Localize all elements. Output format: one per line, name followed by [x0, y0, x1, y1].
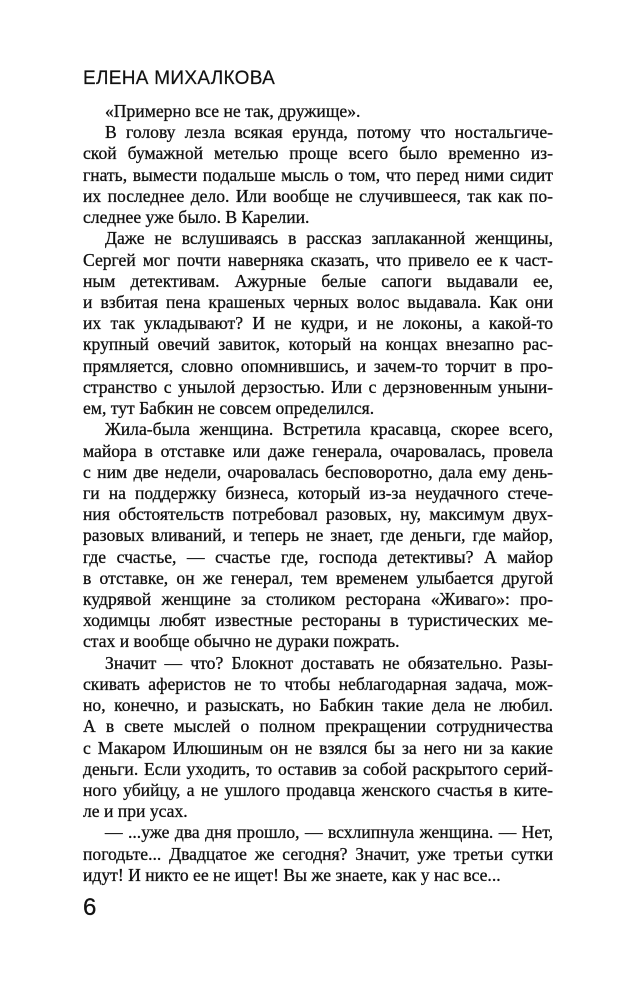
paragraph: [83, 653, 553, 823]
text-line: но, конечно, и разыскать, но Бабкин такие дела не любил.: [83, 695, 553, 716]
text-line: — ...уже два дня прошло, — всхлипнула женщина. — Нет,: [105, 822, 553, 843]
paragraph: [83, 419, 553, 652]
text-line: ходимцы любят известные рестораны в туристических ме-: [83, 610, 553, 631]
text-line: ской бумажной метелью проще всего было временно из-: [83, 143, 553, 164]
paragraph: [83, 101, 553, 122]
text-line: в отставке, он же генерал, тем временем улыбается другой: [83, 567, 553, 588]
paragraph: [83, 822, 553, 886]
text-line: ным детективам. Ажурные белые сапоги выдавали ее,: [83, 270, 553, 291]
running-header: ЕЛЕНА МИХАЛКОВА: [83, 68, 276, 89]
text-line: скивать аферистов не то чтобы неблагодарная задача, мож-: [83, 673, 553, 694]
text-line: ги на поддержку бизнеса, который из-за неудачного стече-: [83, 482, 553, 503]
text-line: разовых вливаний, и теперь не знает, где деньги, где майор,: [83, 525, 553, 546]
text-line: с ним две недели, очаровалась бесповоротно, дала ему день-: [83, 461, 553, 482]
paragraph: [83, 228, 553, 419]
text-line: деньги. Если уходить, то оставив за собой раскрытого серий-: [83, 758, 553, 779]
text-line: ного убийцу, а не ушлого продавца женского счастья в ките-: [83, 780, 553, 800]
text-line: их так укладывают? И не кудри, и не локоны, а какой-то: [83, 313, 553, 334]
text-line: ле и при усах.: [83, 801, 188, 822]
text-line: Сергей мог почти наверняка сказать, что привело ее к част-: [83, 249, 553, 270]
text-line: гнать, вымести подальше мысль о том, что перед ними сидит: [83, 164, 553, 185]
text-line: погодьте... Двадцатое же сегодня? Значит, уже третьи сутки: [83, 843, 553, 864]
text-line: В голову лезла всякая ерунда, потому что ностальгиче-: [105, 122, 553, 143]
text-line: ния обстоятельств потребовал разовых, ну, максимум двух-: [83, 504, 553, 525]
text-line: крупный овечий завиток, который на концах внезапно рас-: [83, 334, 553, 355]
text-line: идут! И никто ее не ищет! Вы же знаете, как у нас все...: [83, 864, 501, 885]
text-line: ем, тут Бабкин не совсем определился.: [83, 398, 375, 419]
text-line: Жила-была женщина. Встретила красавца, скорее всего,: [105, 419, 553, 440]
text-line: «Примерно все не так, дружище».: [105, 101, 361, 121]
text-line: стах и вообще обычно не дураки пожрать.: [83, 631, 400, 652]
text-line: кудрявой женщине за столиком ресторана «Живаго»: про-: [83, 589, 553, 610]
body-text: [83, 101, 553, 886]
text-line: майора в отставке или даже генерала, очаровалась, провела: [83, 440, 553, 461]
paragraph: [83, 122, 553, 228]
text-line: следнее уже было. В Карелии.: [83, 207, 310, 228]
text-line: их последнее дело. Или вообще не случившееся, так как по-: [83, 185, 553, 206]
text-line: странство с унылой дерзостью. Или с дерзновенным уныни-: [83, 376, 553, 397]
text-line: Даже не вслушиваясь в рассказ заплаканной женщины,: [105, 228, 553, 249]
text-line: прямляется, словно опомнившись, и зачем-то торчит в про-: [83, 355, 553, 376]
text-line: и взбитая пена крашеных черных волос выдавала. Как они: [83, 291, 553, 312]
text-line: Значит — что? Блокнот доставать не обязательно. Разы-: [105, 652, 553, 673]
text-line: с Макаром Илюшиным он не взялся бы за него ни за какие: [83, 737, 553, 758]
page-number: 6: [83, 894, 97, 921]
text-line: где счастье, — счастье где, господа детективы? А майор: [83, 546, 553, 567]
text-line: А в свете мыслей о полном прекращении сотрудничества: [83, 716, 553, 737]
